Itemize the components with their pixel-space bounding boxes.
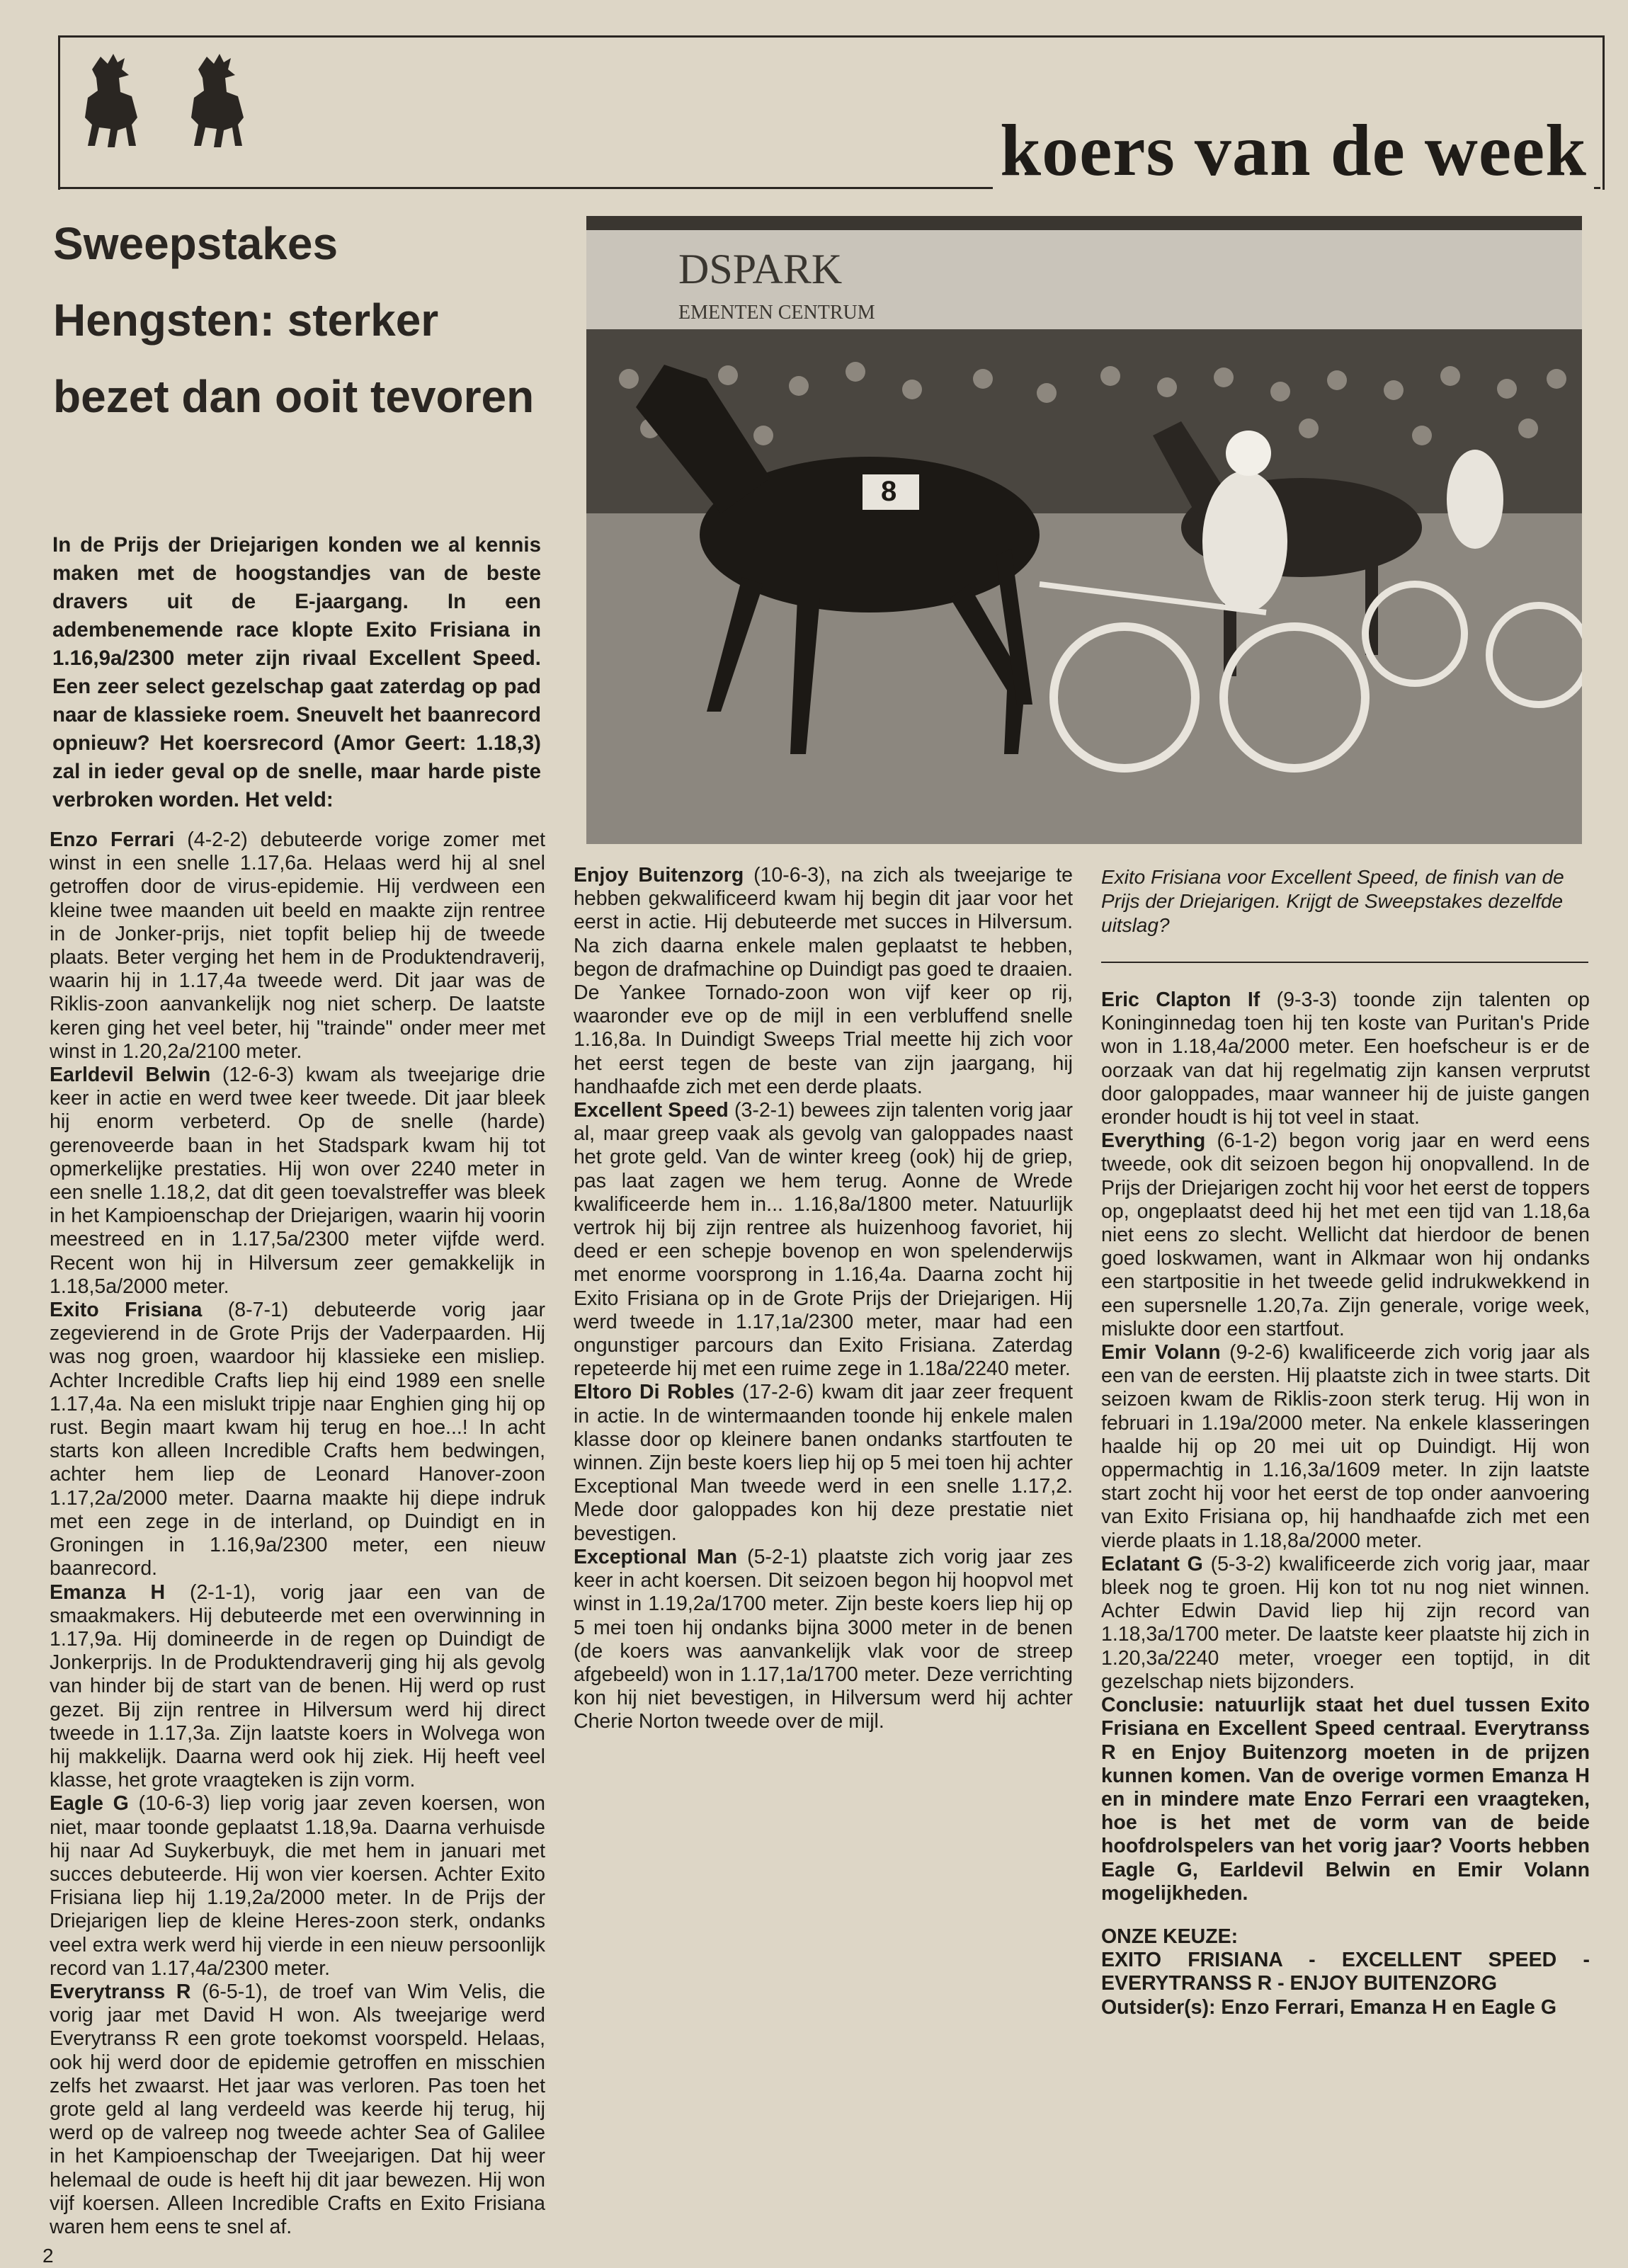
horse-name: Emanza H bbox=[50, 1580, 166, 1604]
entry-paragraph bbox=[50, 1581, 545, 1793]
entry-text: (10-6-3), na zich als tweejarige te hebben gekwalificeerd kwam hij begin dit jaar voor het eerst in actie. Hij debuteerde met succes in Hilversum. Na zich daarna enkele malen geplaatst te hebben, begon de drafmachine op Duindigt pas goed te draaien. De Yankee Tornado-zoon won vijf keer op rij, waaronder eve op de mijl in een verbluffend snelle 1.16,8a. In Duindigt Sweeps Trial meette hij zich voor het eerst tegen de beste van zijn jaargang, hij handhaafde zich met een derde plaats. bbox=[574, 864, 1073, 1098]
race-photo bbox=[586, 216, 1582, 844]
entry-text: (5-2-1) plaatste zich vorig jaar zes keer in acht koersen. Dit seizoen begon hij hoopvol met winst in 1.19,2a/1700 meter. Zijn beste koers liep hij op 5 mei toen hij ondanks bijna 3000 meter in de benen (de koers was aanvankelijk vlak voor de streep afgebeeld) won in 1.17,1a/1700 meter. Deze verrichting kon hij niet bevestigen, in Hilversum werd hij achter Cherie Norton tweede over de mijl. bbox=[574, 1545, 1074, 1733]
photo-caption: Exito Frisiana voor Excellent Speed, de finish van de Prijs der Driejarigen. Krijgt de Sweepstakes dezelfde uitslag? bbox=[1101, 866, 1564, 936]
entry-paragraph bbox=[50, 1981, 545, 2239]
race-photo-illustration bbox=[586, 216, 1582, 844]
article-headline: Sweepstakes Hengsten: sterker bezet dan ooit tevoren bbox=[53, 218, 535, 422]
horse-name: Exito Frisiana bbox=[50, 1299, 203, 1322]
horse-name: Eagle G bbox=[50, 1792, 129, 1816]
horse-name: Eclatant G bbox=[1101, 1552, 1203, 1575]
entry-text: (10-6-3) liep vorig jaar zeven koersen, won niet, maar toonde geplaatst 1.18,9a. Daarna verhuisde hij naar Ad Suykerbuyk, die met hem in januari met succes debuteerde. Hij won vier koersen. Achter Exito Frisiana liep hij 1.19,2a/2000 meter. In de Prijs der Driejarigen liep de kleine Heres-zoon sterk, ondanks veel extra werk werd hij vierde in een nieuw persoonlijk record van 1.17,4a/2300 meter. bbox=[50, 1792, 546, 1980]
horse-name: Earldevil Belwin bbox=[50, 1064, 211, 1087]
our-pick-label: ONZE KEUZE: bbox=[1101, 1925, 1239, 1948]
entry-text: (2-1-1), vorig jaar een van de smaakmakers. Hij debuteerde met een overwinning in 1.17,9a. Hij domineerde in de regen op Duindigt de Jonkerprijs. In de Produktendraverij ging hij als gevolg van hinder bij de start van de benen. Hij werd op rust gezet. Bij zijn rentree in Hilversum werd hij direct tweede in 1.17,3a. Zijn laatste koers in Wolvega won hij makkelijk. Daarna werd ook hij ziek. Hij heeft veel klasse, het grote vraagteken is zijn vorm. bbox=[50, 1580, 545, 1792]
page-number: 2 bbox=[42, 2245, 54, 2267]
horse-name: Enjoy Buitenzorg bbox=[574, 864, 744, 887]
race-bib-number: 8 bbox=[881, 476, 897, 507]
entry-paragraph bbox=[574, 1099, 1073, 1381]
entry-text: (8-7-1) debuteerde vorig jaar zegevierend in de Grote Prijs der Vaderpaarden. Hij was nog groen, waardoor hij klassieke een misliep. Achter Incredible Crafts liep hij eind 1989 een snelle 1.17,4a. Na een mislukt tripje naar Enghien ging hij op rust. Begin maart kwam hij terug en hoe...! In acht starts kon alleen Incredible Crafts hem bedwingen, achter hem liep de Leonard Hanover-zoon 1.17,2a/2000 meter. Daarna maakte hij diepe indruk met een zege in de interland, op Duindigt en in Groningen in 1.16,9a/2300 meter, een nieuw baanrecord. bbox=[50, 1299, 545, 1580]
entry-paragraph bbox=[574, 1381, 1073, 1545]
driver-2 bbox=[1447, 450, 1503, 549]
entry-text: (5-3-2) kwalificeerde zich vorig jaar, maar bleek nog te groen. Hij kon tot nu nog niet winnen. Achter Edwin David liep hij zijn record van 1.18,3a/1700 meter. De laatste keer plaatste hij zich in 1.20,3a/2240 meter, vroeger een toptijd, in dit gezelschap niets bijzonders. bbox=[1101, 1552, 1590, 1693]
entry-paragraph bbox=[50, 1064, 545, 1299]
entry-text: (9-3-3) toonde zijn talenten op Koninginnedag toen hij ten koste van Puritan's Pride won in 1.18,4a/2000 meter. Een hoefscheur is er de oorzaak van dat hij regelmatig zijn kansen verprutst door galoppades, maar wanneer hij de juiste gangen eronder houdt is hij tot veel in staat. bbox=[1101, 988, 1590, 1129]
entry-text: (9-2-6) kwalificeerde zich vorig jaar als een van de eersten. Hij plaatste zich in twee starts. Dit seizoen kwam de Riklis-zoon sterk terug. Hij won in februari in 1.19a/2000 meter. Na enkele klasseringen haalde hij op 20 mei uit op Duindigt. Hij won oppermachtig in 1.16,3a/1609 meter. In zijn laatste start zocht hij voor het eerst de top onder aanvoering van Exito Frisiana op, hij handhaafde zich met een vierde plaats in 1.18,8a/2000 meter. bbox=[1101, 1341, 1590, 1552]
rider-silhouette-2 bbox=[191, 54, 244, 147]
entry-text: (6-1-2) begon vorig jaar en werd eens tweede, ook dit seizoen begon hij onopvallend. In de Prijs der Driejarigen zocht hij voor het eerst de toppers op, ongeplaatst deed hij het met een tijd van 1.18,6a niet eens zo slecht. Wellicht dat hierdoor de benen goed loskwamen, want in Alkmaar won hij ondanks een startpositie in het tweede gelid indrukwekkend in een supersnelle 1.20,7a. Zijn generale, vorige week, mislukte door een startfout. bbox=[1101, 1129, 1590, 1340]
entry-paragraph bbox=[1101, 1553, 1590, 1694]
our-pick-list: EXITO FRISIANA - EXCELLENT SPEED - EVERYTRANSS R - ENJOY BUITENZORG bbox=[1101, 1949, 1590, 1995]
entry-text: (17-2-6) kwam dit jaar zeer frequent in actie. In de wintermaanden toonde hij enkele malen klasse door op kleinere banen ondanks startfouten te winnen. Zijn beste koers liep hij op 5 mei toen hij achter Exceptional Man tweede werd in een snelle 1.17,2. Mede door galoppades kon hij deze prestatie niet bevestigen. bbox=[574, 1381, 1073, 1545]
text-column-2 bbox=[574, 864, 1073, 1734]
stadium-sign: DSPARK bbox=[678, 246, 843, 292]
horse-name: Exceptional Man bbox=[574, 1545, 738, 1568]
entry-paragraph bbox=[1101, 988, 1590, 1129]
stadium-sign-sub: EMENTEN CENTRUM bbox=[678, 302, 875, 324]
section-title: koers van de week bbox=[993, 112, 1594, 190]
horse-rider-logo-icon bbox=[64, 41, 269, 169]
horse-name: Eltoro Di Robles bbox=[574, 1381, 735, 1404]
entry-text: (3-2-1) bewees zijn talenten vorig jaar al, maar greep vaak als gevolg van galoppades naast het grote geld. Van de winter kreeg (ook) hij de griep, pas laat zagen we hem terug. Aonne de Wrede kwalificeerde hem in... 1.16,8a/1800 meter. Natuurlijk vertrok hij bij zijn rentree als huizenhoog favoriet, hij deed er een schepje bovenop en won spelenderwijs met enorme voorsprong in 1.16,4a. Daarna zocht hij Exito Frisiana op in de Grote Prijs der Driejarigen. Hij werd tweede in 1.17,1a/2300 meter, maar had een ongunstiger parcours dan Exito Frisiana. Zaterdag repeteerde hij met een ruime zege in 1.18a/2240 meter. bbox=[574, 1099, 1073, 1381]
text-column-1 bbox=[50, 828, 545, 2239]
entry-paragraph bbox=[1101, 1341, 1590, 1553]
horse-name: Excellent Speed bbox=[574, 1099, 729, 1122]
conclusion-paragraph: Conclusie: natuurlijk staat het duel tussen Exito Frisiana en Excellent Speed centraal. Everytranss R en Enjoy Buitenzorg moeten in de prijzen kunnen komen. Van de overige vormen Emanza H en in mindere mate Enzo Ferrari een vraagteken, hoe is het met de vorm van de beide hoofdrolspelers van het vorig jaar? Voorts hebben Eagle G, Earldevil Belwin en Emir Volann mogelijkheden. bbox=[1101, 1694, 1590, 1905]
horse-name: Enzo Ferrari bbox=[50, 828, 175, 851]
entry-paragraph bbox=[1101, 1129, 1590, 1341]
driver-1 bbox=[1202, 471, 1287, 612]
entry-text: (4-2-2) debuteerde vorige zomer met winst in een snelle 1.17,6a. Helaas werd hij al snel getroffen door de virus-epidemie. Hij verdween een kleine twee maanden uit beeld en maakte zijn rentree in de Jonker-prijs, niet topfit beliep hij de tweede plaats. Beter verging het hem in de Produktendraverij, waarin hij in 1.17,4a tweede werd. Dit jaar was de Riklis-zoon aanvankelijk nog niet scherp. De laatste keren ging het veel beter, hij "trainde" onder meer met winst in 1.20,2a/2100 meter. bbox=[50, 828, 545, 1063]
entry-paragraph bbox=[574, 864, 1073, 1099]
entry-text: (6-5-1), de troef van Wim Velis, die vorig jaar met David H won. Als tweejarige werd Everytranss R een grote toekomst voorspeld. Helaas, ook hij werd door de epidemie getroffen en misschien zelfs het zwaarst. Het jaar was verloren. Pas toen het grote geld al lang verdeeld was keerde hij terug, hij werd op de valreep nog tweede achter Sea of Galilee in het Kampioenschap der Tweejarigen. Dat hij weer helemaal de oude is heeft hij dit jaar bewezen. Hij won vijf koersen. Alleen Incredible Crafts en Exito Frisiana waren hem eens te snel af. bbox=[50, 1980, 545, 2238]
entry-paragraph bbox=[50, 828, 545, 1064]
text-column-3 bbox=[1101, 988, 1590, 2019]
entry-text: (12-6-3) kwam als tweejarige drie keer in actie en werd twee keer tweede. Dit jaar bleek hij enorm verbeterd. Op de snelle (harde) gerenoveerde baan in het Stadspark kwam hij tot opmerkelijke prestaties. Hij won over 2240 meter in een snelle 1.18,2, dat dit geen toevalstreffer was bleek in het Kampioenschap der Driejarigen, waarin hij voorin meestreed en in 1.17,5a/2300 meter vijfde werd. Recent won hij in Hilversum zeer gemakkelijk in 1.18,5a/2000 meter. bbox=[50, 1064, 545, 1298]
horse-name: Everytranss R bbox=[50, 1980, 191, 2003]
entry-paragraph bbox=[50, 1299, 545, 1580]
horse-name: Everything bbox=[1101, 1129, 1206, 1153]
article-lede: In de Prijs der Driejarigen konden we al kennis maken met de hoogstandjes van de beste dravers uit de E-jaargang. In een adembenemende race klopte Exito Frisiana in 1.16,9a/2300 meter zijn rivaal Excellent Speed. Een zeer select gezelschap gaat zaterdag op pad naar de klassieke roem. Sneuvelt het baanrecord opnieuw? Het koersrecord (Amor Geert: 1.18,3) zal in ieder geval op de snelle, maar harde piste verbroken worden. Het veld: bbox=[52, 533, 541, 811]
driver-helmet bbox=[1226, 431, 1271, 476]
rider-silhouette-1 bbox=[85, 54, 137, 147]
entry-paragraph bbox=[574, 1546, 1073, 1734]
horse-name: Emir Volann bbox=[1101, 1341, 1221, 1364]
caption-rule bbox=[1101, 962, 1588, 963]
horse-name: Eric Clapton If bbox=[1101, 988, 1260, 1011]
outsiders-line: Outsider(s): Enzo Ferrari, Emanza H en Eagle G bbox=[1101, 1995, 1556, 2019]
roof-edge bbox=[586, 216, 1582, 230]
entry-paragraph bbox=[50, 1792, 545, 1981]
